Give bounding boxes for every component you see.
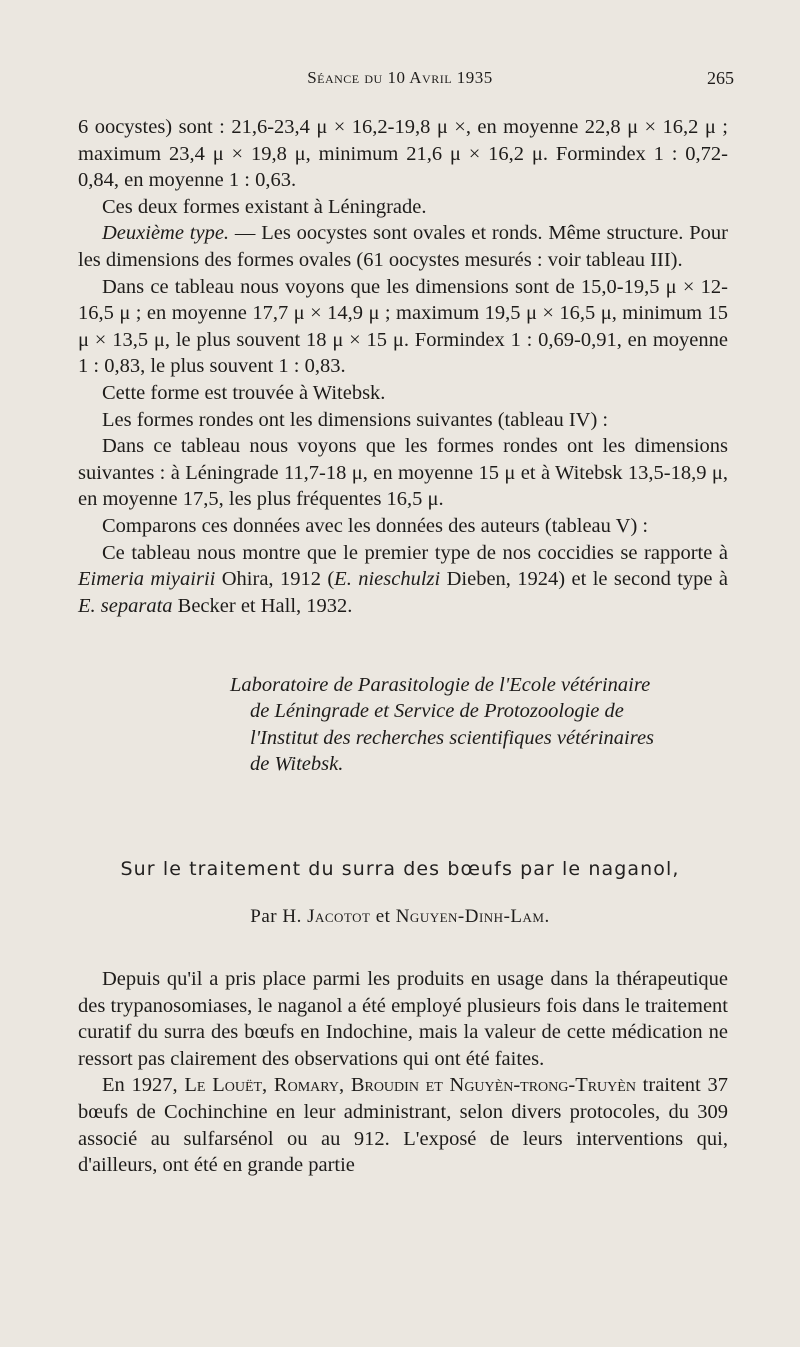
- author-names: Le Louët, Romary, Broudin et Nguyèn-trong-Truyèn: [184, 1074, 636, 1097]
- byline-text: .: [544, 906, 550, 927]
- paragraph-text: Becker et Hall, 1932.: [172, 594, 353, 617]
- paragraph: Depuis qu'il a pris place parmi les produits en usage dans la thérapeutique des trypanosomiases, le naganol a été employé plusieurs fois dans le traitement curatif du surra des bœufs en Indochine, mais la valeur de cette médication ne ressort pas clairement des observations qui ont été faites.: [78, 968, 728, 1070]
- paragraph: Ces deux formes existant à Léningrade.: [102, 195, 427, 218]
- signature-line: Laboratoire de Parasitologie de l'Ecole vétérinaire: [230, 674, 651, 696]
- page-number: 265: [707, 68, 734, 88]
- paragraph-text: Dieben, 1924) et le second type à: [440, 568, 728, 591]
- paragraph: Dans ce tableau nous voyons que les formes rondes ont les dimensions suivantes : à Léningrade 11,7-18 μ, en moyenne 15 μ et à Witebsk 13,5-18,9 μ, en moyenne 17,5, les plus fréquentes 16,5 μ.: [78, 435, 728, 511]
- article-title: Sur le traitement du surra des bœufs par le naganol,: [120, 858, 680, 880]
- paragraph: Dans ce tableau nous voyons que les dimensions sont de 15,0-19,5 μ × 12-16,5 μ ; en moyenne 17,7 μ × 14,9 μ ; maximum 19,5 μ × 16,5 μ, minimum 15 μ × 13,5 μ, le plus souvent 18 μ × 15 μ. Formindex 1 : 0,69-0,91, en moyenne 1 : 0,83, le plus souvent 1 : 0,83.: [78, 275, 728, 378]
- paragraph-text: traitent 37 bœufs de Cochinchine en leur administrant, selon divers protocoles, du 309 associé au sulfarsénol ou au 912. L'exposé de leurs interventions qui, d'ailleurs, ont été en grande partie: [78, 1074, 728, 1177]
- byline-text: et: [370, 906, 396, 927]
- author-name: Nguyen-Dinh-Lam: [395, 906, 545, 927]
- paragraph: Les formes rondes ont les dimensions suivantes (tableau IV) :: [102, 408, 609, 431]
- signature-line: de Léningrade et Service de Protozoologie de: [250, 700, 624, 723]
- paragraph: Cette forme est trouvée à Witebsk.: [102, 381, 386, 404]
- paragraph: 6 oocystes) sont : 21,6-23,4 μ × 16,2-19,8 μ ×, en moyenne 22,8 μ × 16,2 μ ; maximum 23,4 μ × 19,8 μ, minimum 21,6 μ × 16,2 μ. Formindex 1 : 0,72-0,84, en moyenne 1 : 0,63.: [78, 116, 728, 192]
- paragraph-text: — Les oocystes sont ovales et ronds. Même structure. Pour les dimensions des formes ovales (61 oocystes mesurés : voir tableau III).: [78, 222, 728, 271]
- author-name: Jacotot: [307, 906, 371, 927]
- paragraph: Comparons ces données avec les données des auteurs (tableau V) :: [102, 514, 649, 537]
- text-block-upper: [78, 114, 728, 619]
- signature-line: de Witebsk.: [250, 753, 344, 776]
- byline-text: Par H.: [250, 906, 308, 927]
- text-block-lower: [78, 966, 728, 1179]
- paragraph-text: Ohira, 1912 (: [215, 568, 335, 591]
- laboratory-signature: [230, 672, 730, 778]
- paragraph-text: Ce tableau nous montre que le premier type de nos coccidies se rapporte à: [102, 541, 728, 564]
- paragraph: [78, 220, 728, 273]
- page-header: [0, 68, 800, 98]
- section-heading: Deuxième type.: [102, 222, 230, 245]
- species-name: E. separata: [78, 594, 173, 617]
- paragraph: [78, 1072, 728, 1178]
- signature-line: l'Institut des recherches scientifiques vétérinaires: [250, 726, 655, 749]
- species-name: E. nieschulzi: [334, 568, 441, 591]
- species-name: Eimeria miyairii: [78, 568, 216, 591]
- running-title: Séance du 10 Avril 1935: [307, 68, 493, 87]
- article-byline: [0, 906, 800, 928]
- paragraph: [78, 540, 728, 620]
- paragraph-text: En 1927,: [102, 1074, 185, 1097]
